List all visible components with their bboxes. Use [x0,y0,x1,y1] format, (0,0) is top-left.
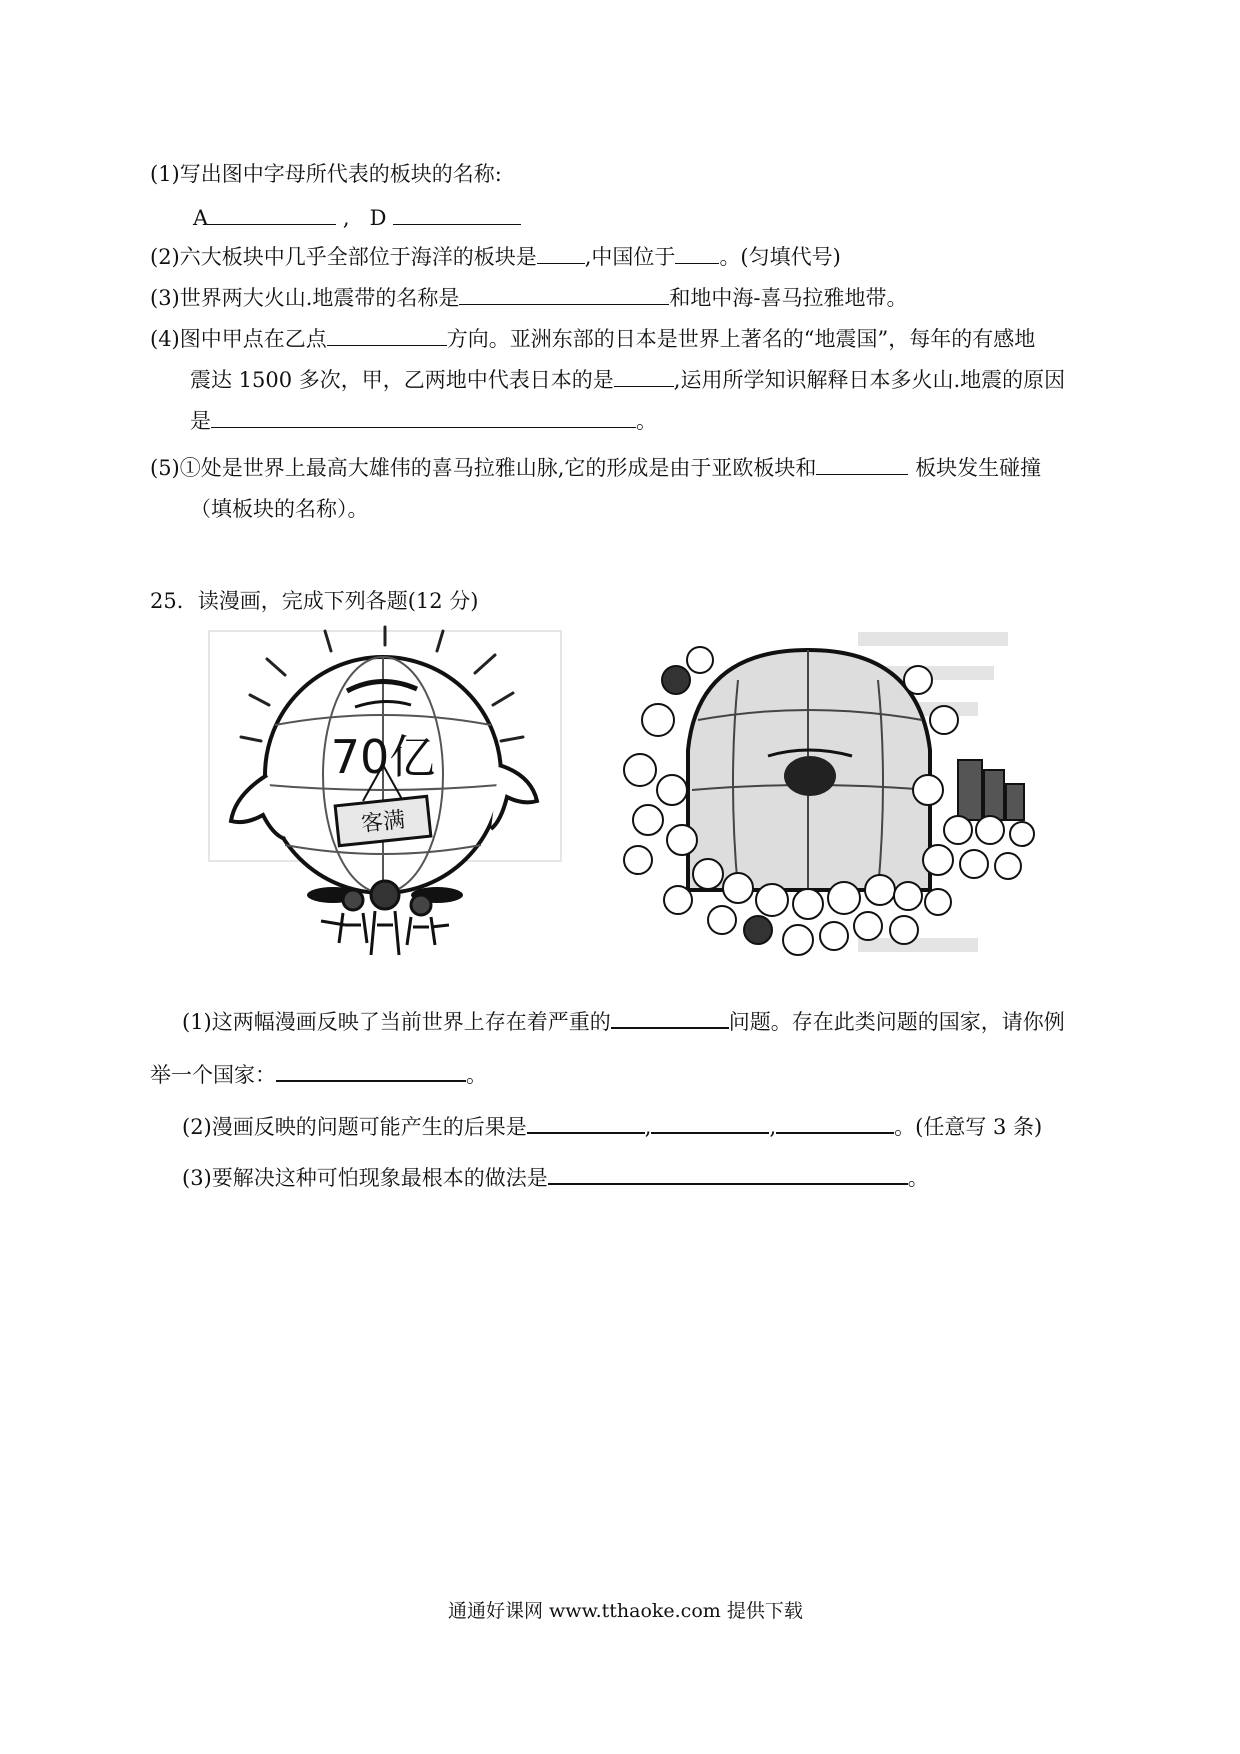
q24-p4-text-c: 震达 1500 多次，甲，乙两地中代表日本的是 [190,368,614,392]
q25-p1-line1 [182,1007,1065,1036]
q25-title [150,587,479,615]
q24-p1-text: (1)写出图中字母所代表的板块的名称: [150,162,502,186]
q24-p4-text-f: 。 [636,409,657,433]
q24-p4-text-e: 是 [190,409,211,433]
sign-full-label: 客满 [359,807,407,838]
q25-p1-line2 [150,1060,487,1089]
q25-p1-text-c: 举一个国家： [150,1063,276,1087]
q24-p2-text-c: 。(匀填代号) [719,245,841,269]
answer-blank-a[interactable] [208,204,336,225]
answer-blank-q25-p2-1[interactable] [527,1112,645,1134]
q25-p1-text-b: 问题。存在此类问题的国家，请你例 [728,1010,1065,1034]
separator: , [342,206,350,230]
q24-p5-text-a: (5)①处是世界上最高大雄伟的喜马拉雅山脉,它的形成是由于亚欧板块和 [150,456,817,480]
q25-p3 [182,1163,929,1192]
q24-p2 [150,243,841,271]
q24-p4-text-d: ,运用所学知识解释日本多火山.地震的原因 [673,368,1066,392]
q24-p2-text-a: (2)六大板块中几乎全部位于海洋的板块是 [150,245,537,269]
q24-p3-text-b: 和地中海-喜马拉雅地带。 [669,286,908,310]
q24-p1-answers [193,204,521,232]
answer-blank-p4-2[interactable] [614,366,674,387]
q25-p2-sep1: , [644,1115,652,1139]
q24-p5-line2 [190,495,369,523]
answer-blank-q25-p3[interactable] [548,1163,908,1185]
q24-p1 [150,160,502,188]
globe-population-label: 70亿 [330,730,436,784]
q25-p2-sep2: , [769,1115,777,1139]
q25-p2 [182,1112,1042,1141]
page-footer [448,1596,803,1623]
cartoon-right-image [618,620,1038,970]
q25-p3-text-b: 。 [907,1166,929,1190]
q24-p3 [150,284,908,312]
q25-p2-text-b: 。(任意写 3 条) [894,1115,1043,1139]
answer-blank-q25-country[interactable] [276,1060,466,1082]
answer-blank-d[interactable] [393,204,521,225]
answer-blank-p2-2[interactable] [675,243,719,264]
q24-p4-text-a: (4)图中甲点在乙点 [150,327,327,351]
label-a: A [193,206,209,230]
q25-p3-text-a: (3)要解决这种可怕现象最根本的做法是 [182,1166,548,1190]
answer-blank-q25-p2-2[interactable] [651,1112,769,1134]
q24-p2-text-b: ,中国位于 [584,245,676,269]
answer-blank-q25-p1[interactable] [611,1007,729,1029]
q24-p4-line3 [190,407,657,435]
answer-blank-p3[interactable] [459,284,669,305]
cartoon-left-image [205,625,565,965]
q24-p4-line2 [190,366,1065,394]
q24-p4-text-b: 方向。亚洲东部的日本是世界上著名的“地震国”，每年的有感地 [446,327,1036,351]
q24-p3-text-a: (3)世界两大火山.地震带的名称是 [150,286,460,310]
q25-p2-text-a: (2)漫画反映的问题可能产生的后果是 [182,1115,527,1139]
answer-blank-p4-1[interactable] [327,325,447,346]
answer-blank-q25-p2-3[interactable] [776,1112,894,1134]
q25-title-text: 25．读漫画，完成下列各题(12 分) [150,589,479,613]
q24-p4-line1 [150,325,1035,353]
label-d: D [369,206,387,230]
answer-blank-p5[interactable] [816,454,908,475]
q24-p5-text-b: 板块发生碰撞 [915,456,1042,480]
q24-p5-line1 [150,454,1041,482]
answer-blank-p4-3[interactable] [211,407,636,428]
q25-p1-text-d: 。 [466,1063,487,1087]
q25-p1-text-a: (1)这两幅漫画反映了当前世界上存在着严重的 [182,1010,611,1034]
q24-p5-text-c: （填板块的名称）。 [190,497,369,521]
answer-blank-p2-1[interactable] [537,243,585,264]
footer-text: 通通好课网 www.tthaoke.com 提供下载 [448,1600,803,1622]
